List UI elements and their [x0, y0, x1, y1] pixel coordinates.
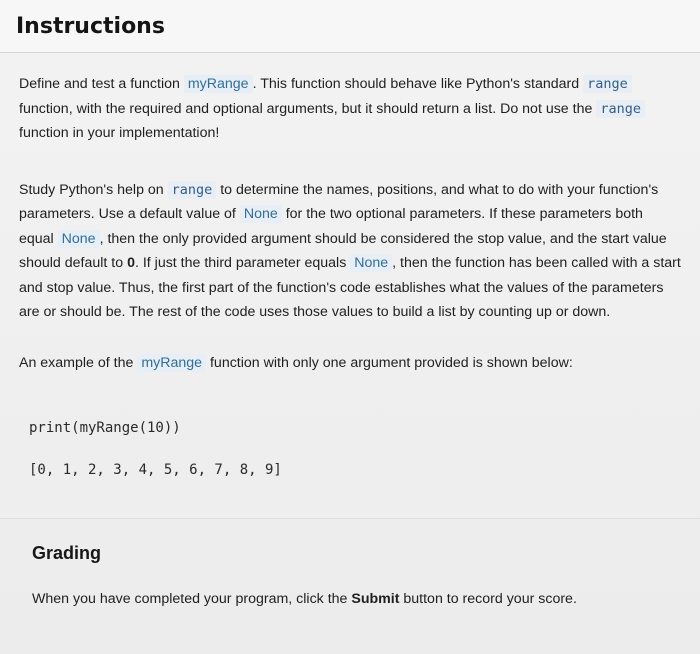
intro-paragraph	[19, 72, 681, 146]
intro-text-3: function, with the required and optional arguments, but it should return a list. Do not use the	[19, 100, 597, 117]
keyword-none-2: None	[58, 230, 100, 248]
inline-code-range-1: range	[583, 75, 632, 93]
details-text-5: . If just the third parameter equals	[134, 255, 351, 271]
submit-label: Submit	[351, 591, 400, 607]
inline-code-range-3: range	[168, 181, 217, 199]
code-line-print: print(myRange(10))	[29, 420, 181, 436]
code-example	[29, 417, 681, 481]
function-name-myrange-2: myRange	[137, 354, 206, 372]
intro-text-4: function in your implementation!	[19, 125, 220, 141]
example-paragraph	[19, 351, 681, 376]
example-text-1: An example of the	[19, 354, 138, 371]
grading-heading: Grading	[32, 543, 102, 563]
details-text-6: , then the function has been called with a start and stop value. Thus, the first part of the function's code establishes what the values of the parameters are or should be. The rest of the code uses those values to build a list by counting up or down.	[19, 255, 681, 320]
header-bar	[0, 0, 700, 53]
grading-text-2: button to record your score.	[399, 591, 577, 607]
code-line-output: [0, 1, 2, 3, 4, 5, 6, 7, 8, 9]	[29, 462, 282, 478]
default-zero: 0	[127, 255, 135, 271]
intro-text-1: Define and test a function	[19, 76, 184, 92]
section-divider	[0, 518, 700, 519]
details-paragraph	[19, 178, 681, 325]
example-text-2: function with only one argument provided is shown below:	[206, 354, 573, 371]
details-text-2: to determine the names, positions, and what to do with your function's parameters. Use a default value of	[19, 181, 659, 222]
details-text-3: for the two optional parameters. If these parameters both equal	[19, 206, 643, 247]
keyword-none-1: None	[240, 205, 282, 223]
grading-paragraph	[32, 588, 577, 610]
details-text-4: , then the only provided argument should be considered the stop value, and the start value should default to	[19, 230, 667, 271]
page-title: Instructions	[16, 14, 165, 39]
inline-code-range-2: range	[596, 100, 645, 118]
keyword-none-3: None	[350, 254, 392, 272]
grading-text-1: When you have completed your program, click the	[32, 591, 352, 607]
intro-text-2: . This function should behave like Python's standard	[252, 76, 584, 92]
function-name-myrange: myRange	[184, 75, 253, 93]
instructions-body	[19, 72, 681, 481]
details-text-1: Study Python's help on	[19, 181, 168, 198]
